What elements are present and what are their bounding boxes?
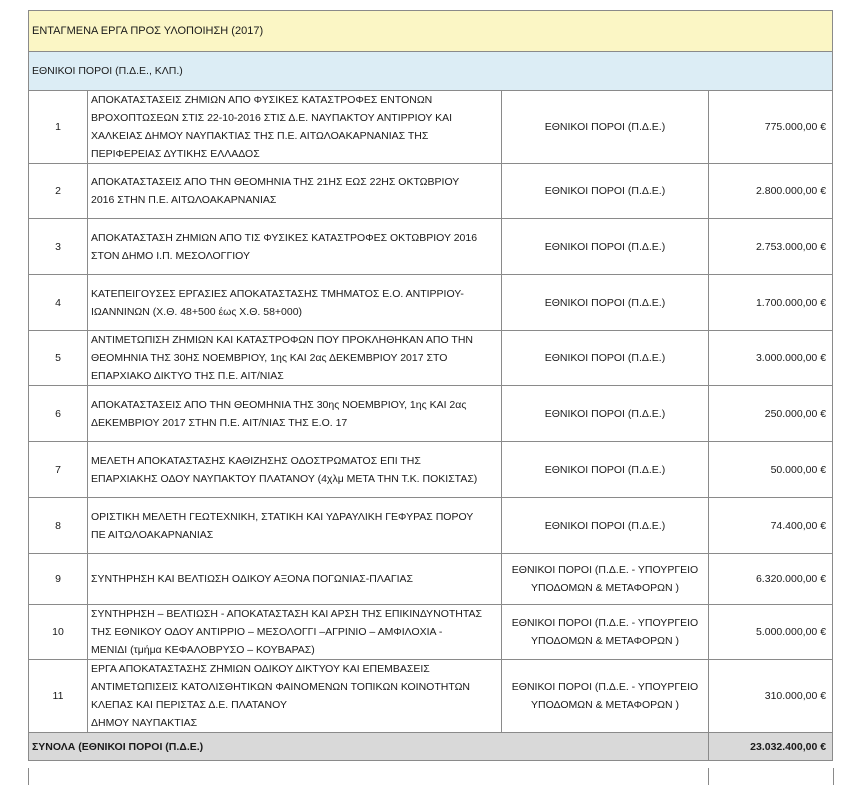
description-cell[interactable] [88, 164, 502, 219]
funding-source-cell[interactable] [502, 442, 709, 498]
description-cell[interactable] [88, 331, 502, 386]
table-row [29, 498, 833, 554]
row-number-cell[interactable]: 9 [29, 554, 88, 605]
funding-source-line: ΕΘΝΙΚΟΙ ΠΟΡΟΙ (Π.Δ.Ε.) [544, 352, 666, 364]
table-row [29, 605, 833, 660]
description-cell[interactable] [88, 660, 502, 733]
amount-cell[interactable]: 3.000.000,00 € [709, 331, 833, 386]
description-cell[interactable] [88, 219, 502, 275]
funding-source-line: ΕΘΝΙΚΟΙ ΠΟΡΟΙ (Π.Δ.Ε.) [544, 121, 666, 133]
description-cell[interactable] [88, 442, 502, 498]
funding-source-line: ΕΘΝΙΚΟΙ ΠΟΡΟΙ (Π.Δ.Ε.) [544, 463, 666, 476]
description-line: ΕΠΑΡΧΙΑΚΟ ΔΙΚΤΥΟ ΤΗΣ Π.Ε. ΑΙΤ/ΝΙΑΣ [91, 370, 284, 382]
funding-source-line: ΕΘΝΙΚΟΙ ΠΟΡΟΙ (Π.Δ.Ε. - ΥΠΟΥΡΓΕΙΟ [511, 564, 699, 576]
description-line: ΜΕΛΕΤΗ ΑΠΟΚΑΤΑΣΤΑΣΗΣ ΚΑΘΙΖΗΣΗΣ ΟΔΟΣΤΡΩΜΑΤΟΣ ΕΠΙ ΤΗΣ [91, 454, 421, 467]
funding-source-line: ΥΠΟΔΟΜΩΝ & ΜΕΤΑΦΟΡΩΝ ) [531, 582, 679, 594]
row-number-cell[interactable]: 6 [29, 386, 88, 442]
spreadsheet [28, 10, 832, 761]
funding-source-line: ΕΘΝΙΚΟΙ ΠΟΡΟΙ (Π.Δ.Ε.) [544, 296, 666, 309]
funding-source-cell[interactable] [502, 554, 709, 605]
section-row [29, 52, 833, 91]
description-line: 2016 ΣΤΗΝ Π.Ε. ΑΙΤΩΛΟΑΚΑΡΝΑΝΙΑΣ [91, 194, 277, 206]
table-row [29, 554, 833, 605]
funding-source-cell[interactable] [502, 660, 709, 733]
funding-source-cell[interactable] [502, 386, 709, 442]
funding-source-cell[interactable] [502, 164, 709, 219]
row-number-cell[interactable]: 5 [29, 331, 88, 386]
amount-cell[interactable]: 5.000.000,00 € [709, 605, 833, 660]
table-row [29, 386, 833, 442]
table-row [29, 219, 833, 275]
table-title[interactable]: ΕΝΤΑΓΜΕΝΑ ΕΡΓΑ ΠΡΟΣ ΥΛΟΠΟΙΗΣΗ (2017) [29, 11, 833, 52]
description-line: ΣΥΝΤΗΡΗΣΗ ΚΑΙ ΒΕΛΤΙΩΣΗ ΟΔΙΚΟΥ ΑΞΟΝΑ ΠΟΓΩΝΙΑΣ-ΠΛΑΓΙΑΣ [91, 573, 414, 585]
total-row [29, 733, 833, 761]
description-cell[interactable] [88, 605, 502, 660]
amount-cell[interactable]: 74.400,00 € [709, 498, 833, 554]
row-number-cell[interactable]: 11 [29, 660, 88, 733]
funding-source-line: ΥΠΟΔΟΜΩΝ & ΜΕΤΑΦΟΡΩΝ ) [531, 699, 679, 711]
amount-cell[interactable]: 250.000,00 € [709, 386, 833, 442]
funding-source-line: ΕΘΝΙΚΟΙ ΠΟΡΟΙ (Π.Δ.Ε.) [544, 185, 666, 197]
table-row [29, 442, 833, 498]
description-cell[interactable] [88, 275, 502, 331]
table-row [29, 164, 833, 219]
description-line: ΘΕΟΜΗΝΙΑ ΤΗΣ 30ΗΣ ΝΟΕΜΒΡΙΟΥ, 1ης ΚΑΙ 2ας ΔΕΚΕΜΒΡΙΟΥ 2017 ΣΤΟ [91, 352, 448, 364]
description-line: ΠΕ ΑΙΤΩΛΟΑΚΑΡΝΑΝΙΑΣ [91, 528, 214, 541]
funding-source-line: ΕΘΝΙΚΟΙ ΠΟΡΟΙ (Π.Δ.Ε. - ΥΠΟΥΡΓΕΙΟ [511, 681, 699, 693]
funding-source-cell[interactable] [502, 275, 709, 331]
amount-cell[interactable]: 1.700.000,00 € [709, 275, 833, 331]
description-line: ΑΝΤΙΜΕΤΩΠΙΣΕΙΣ ΚΑΤΟΛΙΣΘΗΤΙΚΩΝ ΦΑΙΝΟΜΕΝΩΝ ΤΟΠΙΚΩΝ ΚΟΙΝΟΤΗΤΩΝ [91, 681, 470, 693]
table-row [29, 331, 833, 386]
description-cell[interactable] [88, 91, 502, 164]
description-line: ΤΗΣ ΕΘΝΙΚΟΥ ΟΔΟΥ ΑΝΤΙΡΡΙΟ – ΜΕΣΟΛΟΓΓΙ –ΑΓΡΙΝΙΟ – ΑΜΦΙΛΟΧΙΑ - [91, 626, 443, 638]
section-title[interactable]: ΕΘΝΙΚΟΙ ΠΟΡΟΙ (Π.Δ.Ε., ΚΛΠ.) [29, 52, 833, 91]
row-number-cell[interactable]: 8 [29, 498, 88, 554]
amount-cell[interactable]: 50.000,00 € [709, 442, 833, 498]
description-line: ΚΑΤΕΠΕΙΓΟΥΣΕΣ ΕΡΓΑΣΙΕΣ ΑΠΟΚΑΤΑΣΤΑΣΗΣ ΤΜΗΜΑΤΟΣ Ε.Ο. ΑΝΤΙΡΡΙΟΥ- [91, 287, 464, 300]
funding-source-line: ΕΘΝΙΚΟΙ ΠΟΡΟΙ (Π.Δ.Ε.) [544, 240, 666, 253]
description-line: ΣΥΝΤΗΡΗΣΗ – ΒΕΛΤΙΩΣΗ - ΑΠΟΚΑΤΑΣΤΑΣΗ ΚΑΙ ΑΡΣΗ ΤΗΣ ΕΠΙΚΙΝΔΥΝΟΤΗΤΑΣ [91, 608, 482, 620]
projects-table [28, 10, 833, 761]
row-number-cell[interactable]: 1 [29, 91, 88, 164]
row-number-cell[interactable]: 4 [29, 275, 88, 331]
funding-source-cell[interactable] [502, 331, 709, 386]
row-number-cell[interactable]: 2 [29, 164, 88, 219]
funding-source-cell[interactable] [502, 498, 709, 554]
amount-cell[interactable]: 2.753.000,00 € [709, 219, 833, 275]
title-row [29, 11, 833, 52]
funding-source-line: ΕΘΝΙΚΟΙ ΠΟΡΟΙ (Π.Δ.Ε.) [544, 407, 666, 420]
total-amount[interactable]: 23.032.400,00 € [709, 733, 833, 761]
description-line: ΣΤΟΝ ΔΗΜΟ Ι.Π. ΜΕΣΟΛΟΓΓΙΟΥ [91, 249, 250, 262]
table-row [29, 275, 833, 331]
funding-source-cell[interactable] [502, 91, 709, 164]
table-row [29, 91, 833, 164]
row-number-cell[interactable]: 3 [29, 219, 88, 275]
description-line: ΔΗΜΟΥ ΝΑΥΠΑΚΤΙΑΣ [91, 717, 198, 729]
empty-row [28, 768, 834, 785]
description-line: ΑΠΟΚΑΤΑΣΤΑΣΕΙΣ ΑΠΟ ΤΗΝ ΘΕΟΜΗΝΙΑ ΤΗΣ 21ΗΣ ΕΩΣ 22ΗΣ ΟΚΤΩΒΡΙΟΥ [91, 176, 460, 188]
description-cell[interactable] [88, 386, 502, 442]
description-line: ΕΡΓΑ ΑΠΟΚΑΤΑΣΤΑΣΗΣ ΖΗΜΙΩΝ ΟΔΙΚΟΥ ΔΙΚΤΥΟΥ ΚΑΙ ΕΠΕΜΒΑΣΕΙΣ [91, 663, 430, 675]
description-line: ΜΕΝΙΔΙ (τμήμα ΚΕΦΑΛΟΒΡΥΣΟ – ΚΟΥΒΑΡΑΣ) [91, 644, 315, 656]
row-number-cell[interactable]: 10 [29, 605, 88, 660]
description-cell[interactable] [88, 498, 502, 554]
description-line: ΔΕΚΕΜΒΡΙΟΥ 2017 ΣΤΗΝ Π.Ε. ΑΙΤ/ΝΙΑΣ ΤΗΣ Ε.Ο. 17 [91, 416, 348, 429]
amount-cell[interactable]: 6.320.000,00 € [709, 554, 833, 605]
funding-source-cell[interactable] [502, 605, 709, 660]
description-line: ΚΛΕΠΑΣ ΚΑΙ ΠΕΡΙΣΤΑΣ Δ.Ε. ΠΛΑΤΑΝΟΥ [91, 699, 287, 711]
funding-source-line: ΥΠΟΔΟΜΩΝ & ΜΕΤΑΦΟΡΩΝ ) [531, 635, 679, 647]
description-line: ΒΡΟΧΟΠΤΩΣΕΩΝ ΣΤΙΣ 22-10-2016 ΣΤΙΣ Δ.Ε. ΝΑΥΠΑΚΤΟΥ ΑΝΤΙΡΡΙΟΥ ΚΑΙ [91, 112, 453, 124]
description-line: ΑΝΤΙΜΕΤΩΠΙΣΗ ΖΗΜΙΩΝ ΚΑΙ ΚΑΤΑΣΤΡΟΦΩΝ ΠΟΥ ΠΡΟΚΛΗΘΗΚΑΝ ΑΠΟ ΤΗΝ [91, 334, 473, 346]
description-line: ΑΠΟΚΑΤΑΣΤΑΣΕΙΣ ΖΗΜΙΩΝ ΑΠΟ ΦΥΣΙΚΕΣ ΚΑΤΑΣΤΡΟΦΕΣ ΕΝΤΟΝΩΝ [91, 94, 433, 106]
amount-cell[interactable]: 775.000,00 € [709, 91, 833, 164]
description-line: ΑΠΟΚΑΤΑΣΤΑΣΗ ΖΗΜΙΩΝ ΑΠΟ ΤΙΣ ΦΥΣΙΚΕΣ ΚΑΤΑΣΤΡΟΦΕΣ ΟΚΤΩΒΡΙΟΥ 2016 [91, 231, 478, 244]
description-line: ΧΑΛΚΕΙΑΣ ΔΗΜΟΥ ΝΑΥΠΑΚΤΙΑΣ ΤΗΣ Π.Ε. ΑΙΤΩΛΟΑΚΑΡΝΑΝΙΑΣ ΤΗΣ [91, 130, 429, 142]
description-line: ΟΡΙΣΤΙΚΗ ΜΕΛΕΤΗ ΓΕΩΤΕΧΝΙΚΗ, ΣΤΑΤΙΚΗ ΚΑΙ ΥΔΡΑΥΛΙΚΗ ΓΕΦΥΡΑΣ ΠΟΡΟΥ [91, 510, 474, 523]
funding-source-cell[interactable] [502, 219, 709, 275]
funding-source-line: ΕΘΝΙΚΟΙ ΠΟΡΟΙ (Π.Δ.Ε. - ΥΠΟΥΡΓΕΙΟ [511, 617, 699, 629]
table-row [29, 660, 833, 733]
description-line: ΕΠΑΡΧΙΑΚΗΣ ΟΔΟΥ ΝΑΥΠΑΚΤΟΥ ΠΛΑΤΑΝΟΥ (4χλμ ΜΕΤΑ ΤΗΝ Τ.Κ. ΠΟΚΙΣΤΑΣ) [91, 472, 478, 485]
description-line: ΠΕΡΙΦΕΡΕΙΑΣ ΔΥΤΙΚΗΣ ΕΛΛΑΔΟΣ [91, 148, 260, 160]
description-line: ΙΩΑΝΝΙΝΩΝ (Χ.Θ. 48+500 έως Χ.Θ. 58+000) [91, 305, 303, 318]
description-line: ΑΠΟΚΑΤΑΣΤΑΣΕΙΣ ΑΠΟ ΤΗΝ ΘΕΟΜΗΝΙΑ ΤΗΣ 30ης ΝΟΕΜΒΡΙΟΥ, 1ης ΚΑΙ 2ας [91, 398, 467, 411]
amount-cell[interactable]: 2.800.000,00 € [709, 164, 833, 219]
description-cell[interactable] [88, 554, 502, 605]
total-label[interactable]: ΣΥΝΟΛΑ (ΕΘΝΙΚΟΙ ΠΟΡΟΙ (Π.Δ.Ε.) [29, 733, 709, 761]
funding-source-line: ΕΘΝΙΚΟΙ ΠΟΡΟΙ (Π.Δ.Ε.) [544, 519, 666, 532]
amount-cell[interactable]: 310.000,00 € [709, 660, 833, 733]
row-number-cell[interactable]: 7 [29, 442, 88, 498]
